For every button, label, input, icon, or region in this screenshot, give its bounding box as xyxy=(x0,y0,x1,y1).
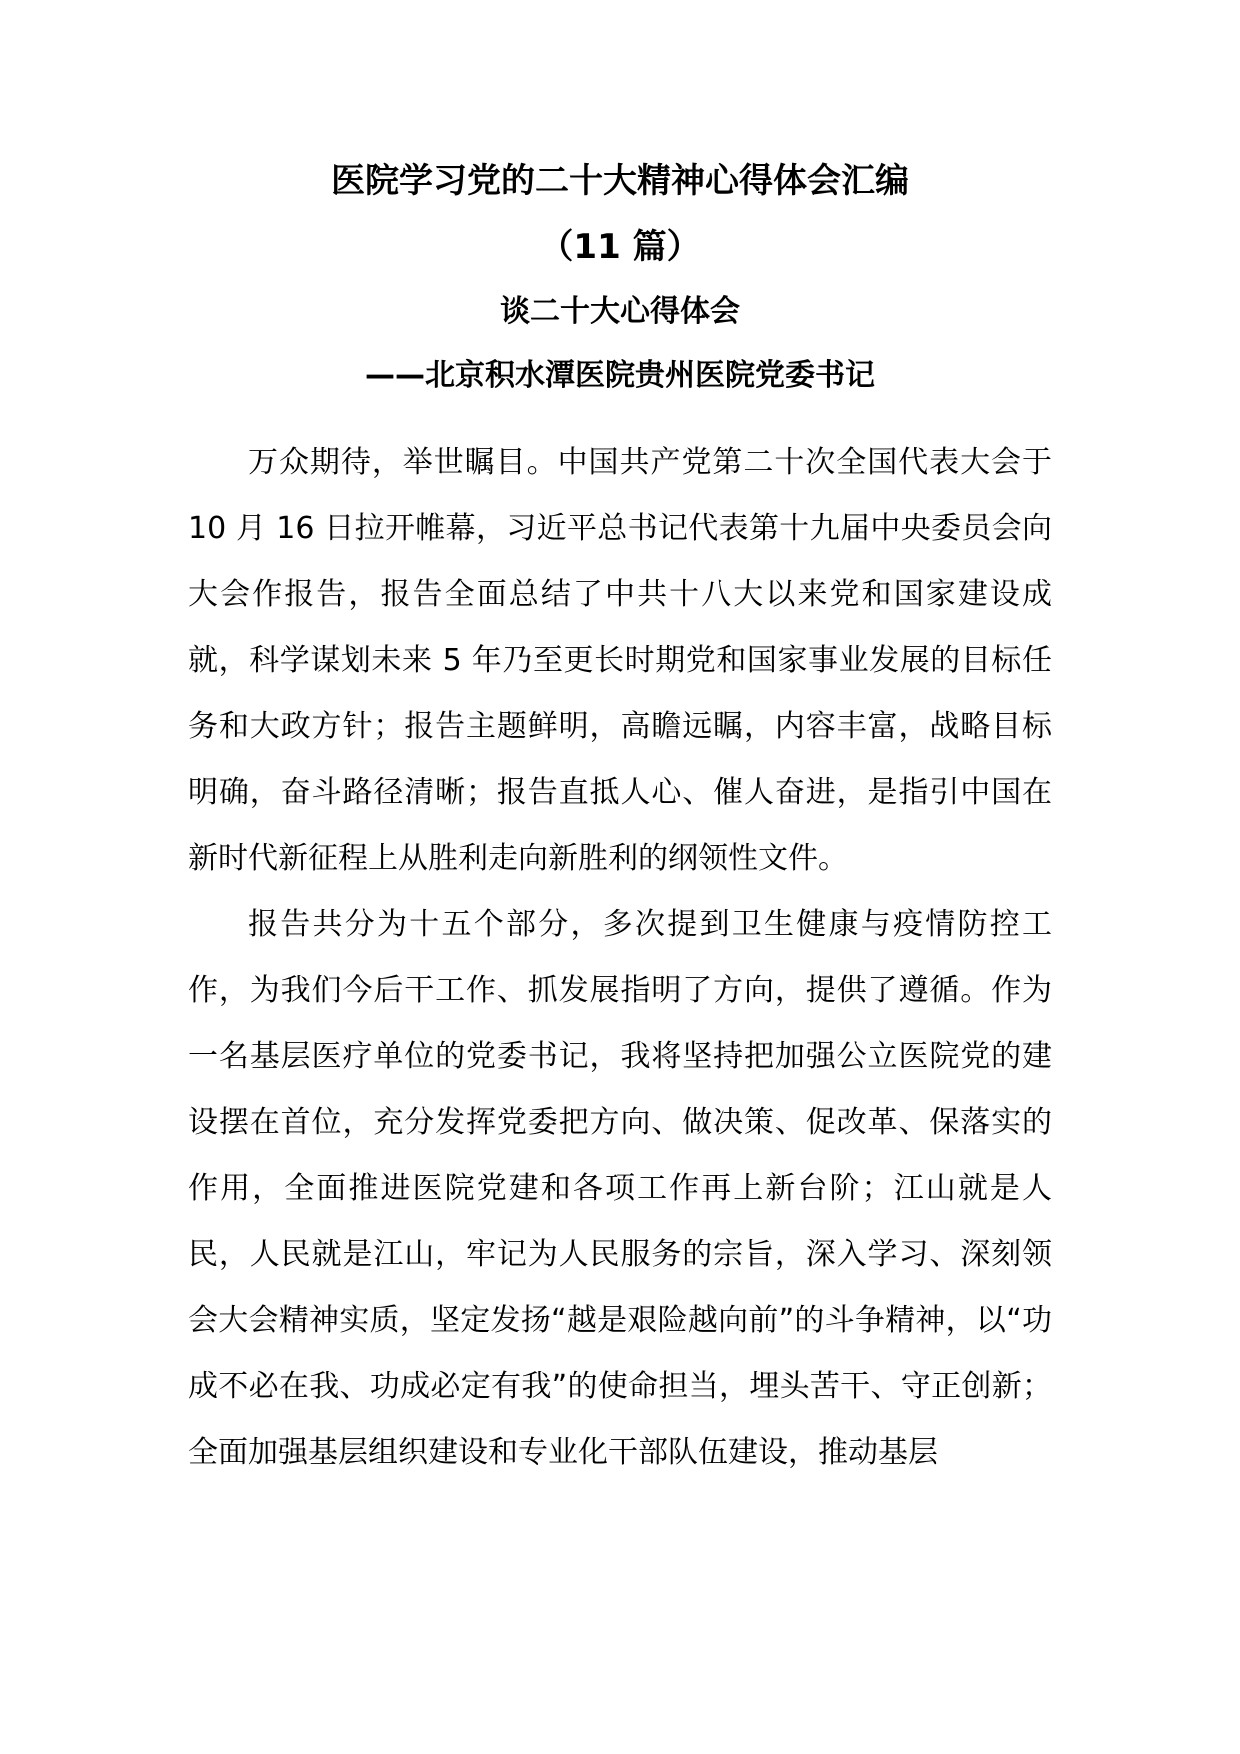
paragraph-1: 万众期待，举世瞩目。中国共产党第二十次全国代表大会于 10 月 16 日拉开帷幕，习近平总书记代表第十九届中央委员会向大会作报告，报告全面总结了中共十八大以来党和国家建设成就，科学谋划未来 5 年乃至更长时期党和国家事业发展的目标任务和大政方针；报告主题鲜明，高瞻远瞩，内容丰富，战略目标明确，奋斗路径清晰；报告直抵人心、催人奋进，是指引中国在新时代新征程上从胜利走向新胜利的纲领性文件。 xyxy=(188,445,1052,876)
article-byline: ——北京积水潭医院贵州医院党委书记 xyxy=(365,358,875,393)
article-title: 谈二十大心得体会 xyxy=(500,294,740,329)
article-body xyxy=(188,430,1052,1486)
document-title-count: （11 篇） xyxy=(539,227,701,267)
title-block xyxy=(188,148,1052,408)
document-title: 医院学习党的二十大精神心得体会汇编 xyxy=(331,161,909,201)
paragraph-2: 报告共分为十五个部分，多次提到卫生健康与疫情防控工作，为我们今后干工作、抓发展指明了方向，提供了遵循。作为一名基层医疗单位的党委书记，我将坚持把加强公立医院党的建设摆在首位，充分发挥党委把方向、做决策、促改革、保落实的作用，全面推进医院党建和各项工作再上新台阶；江山就是人民，人民就是江山，牢记为人民服务的宗旨，深入学习、深刻领会大会精神实质，坚定发扬“越是艰险越向前”的斗争精神，以“功成不必在我、功成必定有我”的使命担当，埋头苦干、守正创新；全面加强基层组织建设和专业化干部队伍建设，推动基层 xyxy=(188,907,1052,1470)
